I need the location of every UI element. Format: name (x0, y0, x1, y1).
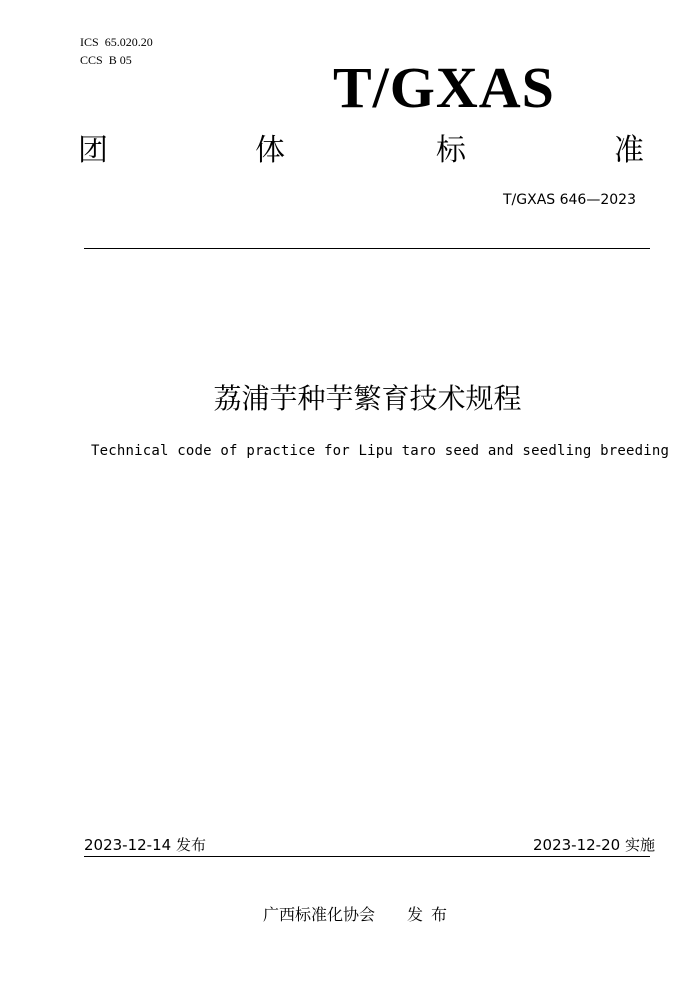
ccs-value: B 05 (108, 53, 132, 67)
document-title-en: Technical code of practice for Lipu taro seed and seedling breeding (91, 443, 670, 459)
standard-brand-logo: T/GXAS (333, 55, 555, 120)
group-standard-char-2: 体 (255, 133, 285, 168)
ccs-code (80, 53, 132, 67)
publish-date: 2023-12-14 发布 (84, 836, 206, 854)
standard-number: T/GXAS 646—2023 (503, 192, 636, 208)
issuer-name: 广西标准化协会 (263, 905, 376, 924)
group-standard-char-3: 标 (436, 133, 466, 168)
group-standard-char-1: 团 (78, 133, 108, 168)
ics-label: ICS (80, 35, 99, 49)
issuer-line (263, 905, 455, 925)
document-title-zh: 荔浦芋种芋繁育技术规程 (213, 382, 522, 415)
issuer-action: 发布 (407, 905, 456, 924)
header-divider (84, 248, 650, 249)
ics-code (80, 35, 153, 49)
group-standard-char-4: 准 (614, 133, 644, 168)
implement-date: 2023-12-20 实施 (533, 836, 655, 854)
ics-value: 65.020.20 (104, 35, 153, 49)
ccs-label: CCS (80, 53, 103, 67)
footer-divider (84, 856, 650, 857)
